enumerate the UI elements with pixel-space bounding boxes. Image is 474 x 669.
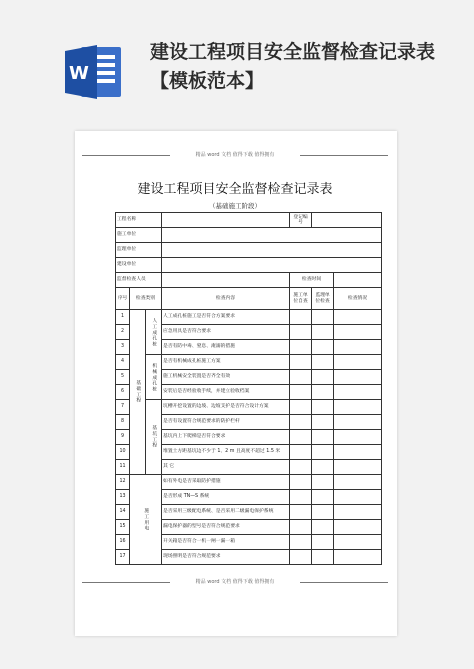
group-manual-pile: 人工成孔桩 bbox=[146, 310, 162, 355]
self-check-cell[interactable] bbox=[290, 430, 312, 445]
document-title: 建设工程项目安全监督检查记录表 bbox=[137, 182, 333, 197]
row-content: 安装后是否经验收手续，并建立验收档案 bbox=[162, 385, 290, 400]
status-cell[interactable] bbox=[334, 505, 382, 520]
self-check-cell[interactable] bbox=[290, 550, 312, 565]
row-number: 15 bbox=[116, 520, 130, 535]
row-content: 堆置土方距基坑边不少于 1、2 m 且高度不超过 1.5 米 bbox=[162, 445, 290, 460]
supervision-check-cell[interactable] bbox=[312, 550, 334, 565]
build-unit-label: 建设单位 bbox=[116, 258, 162, 273]
status-cell[interactable] bbox=[334, 310, 382, 325]
row-content: 是否形成 TN—S 系统 bbox=[162, 490, 290, 505]
self-check-cell[interactable] bbox=[290, 370, 312, 385]
row-number: 5 bbox=[116, 370, 130, 385]
check-time-label: 检查时间 bbox=[290, 273, 334, 288]
row-number: 9 bbox=[116, 430, 130, 445]
construction-unit-label: 施工单位 bbox=[116, 228, 162, 243]
category-header: 检查类别 bbox=[130, 288, 162, 310]
status-cell[interactable] bbox=[334, 445, 382, 460]
build-unit-value[interactable] bbox=[162, 258, 382, 273]
project-name-value[interactable] bbox=[162, 213, 290, 228]
self-check-cell[interactable] bbox=[290, 535, 312, 550]
status-cell[interactable] bbox=[334, 550, 382, 565]
supervision-unit-value[interactable] bbox=[162, 243, 382, 258]
supervision-check-cell[interactable] bbox=[312, 415, 334, 430]
supervision-check-cell[interactable] bbox=[312, 460, 334, 475]
row-number: 3 bbox=[116, 340, 130, 355]
row-number: 2 bbox=[116, 325, 130, 340]
row-number: 8 bbox=[116, 415, 130, 430]
row-number: 7 bbox=[116, 400, 130, 415]
supervision-check-cell[interactable] bbox=[312, 520, 334, 535]
group-machine-pile: 机械成孔桩 bbox=[146, 355, 162, 400]
group-temp-power: 施工用电 bbox=[130, 475, 162, 565]
check-time-value[interactable] bbox=[334, 273, 382, 288]
status-cell[interactable] bbox=[334, 460, 382, 475]
row-content: 是否有设置符合规范要求的防护栏杆 bbox=[162, 415, 290, 430]
supervision-check-cell[interactable] bbox=[312, 325, 334, 340]
status-cell[interactable] bbox=[334, 385, 382, 400]
row-content: 是否采用三级配电系统、是否采用二级漏电保护系统 bbox=[162, 505, 290, 520]
supervision-check-cell[interactable] bbox=[312, 505, 334, 520]
status-cell[interactable] bbox=[334, 355, 382, 370]
row-content: 是否有防中毒、窒息、淹溺的措施 bbox=[162, 340, 290, 355]
page-title: 建设工程项目安全监督检查记录表【模板范本】 bbox=[150, 41, 436, 92]
row-number: 12 bbox=[116, 475, 130, 490]
supervision-check-cell[interactable] bbox=[312, 475, 334, 490]
inspection-table bbox=[115, 212, 382, 565]
inspector-label: 监督检查人员 bbox=[116, 273, 162, 288]
row-content: 现场照明是否符合规范要求 bbox=[162, 550, 290, 565]
seq-header: 序号 bbox=[116, 288, 130, 310]
supervision-check-cell[interactable] bbox=[312, 370, 334, 385]
supervision-unit-label: 监理单位 bbox=[116, 243, 162, 258]
row-content: 基坑内上下爬梯是否符合要求 bbox=[162, 430, 290, 445]
supervision-check-cell[interactable] bbox=[312, 535, 334, 550]
self-check-cell[interactable] bbox=[290, 520, 312, 535]
document-subtitle: （基础施工阶段） bbox=[209, 202, 261, 210]
status-cell[interactable] bbox=[334, 520, 382, 535]
top-note: 精品 word 文档 值得下载 值得拥有 bbox=[82, 151, 388, 159]
status-cell[interactable] bbox=[334, 490, 382, 505]
status-cell[interactable] bbox=[334, 535, 382, 550]
row-content: 漏电保护器的型号是否符合规范要求 bbox=[162, 520, 290, 535]
row-content: 其 它 bbox=[162, 460, 290, 475]
row-content: 坑槽开挖设置的边坡、边坡支护是否符合设计方案 bbox=[162, 400, 290, 415]
inspector-value[interactable] bbox=[162, 273, 290, 288]
self-check-cell[interactable] bbox=[290, 505, 312, 520]
supervision-check-cell[interactable] bbox=[312, 310, 334, 325]
self-check-cell[interactable] bbox=[290, 490, 312, 505]
status-cell[interactable] bbox=[334, 370, 382, 385]
svg-text:W: W bbox=[69, 63, 89, 84]
status-header: 检查情况 bbox=[334, 288, 382, 310]
reg-no-value[interactable] bbox=[312, 213, 382, 228]
self-check-cell[interactable] bbox=[290, 325, 312, 340]
row-number: 10 bbox=[116, 445, 130, 460]
status-cell[interactable] bbox=[334, 325, 382, 340]
supervision-check-cell[interactable] bbox=[312, 355, 334, 370]
supervision-check-cell[interactable] bbox=[312, 490, 334, 505]
row-content: 施工机械安全装置是否齐全有效 bbox=[162, 370, 290, 385]
supervision-check-header: 监理单位检查 bbox=[312, 288, 334, 310]
row-content: 如有外电是否采取防护措施 bbox=[162, 475, 290, 490]
word-logo-icon bbox=[63, 41, 125, 103]
supervision-check-cell[interactable] bbox=[312, 430, 334, 445]
self-check-cell[interactable] bbox=[290, 415, 312, 430]
self-check-cell[interactable] bbox=[290, 310, 312, 325]
status-cell[interactable] bbox=[334, 430, 382, 445]
self-check-cell[interactable] bbox=[290, 340, 312, 355]
row-number: 16 bbox=[116, 535, 130, 550]
self-check-header: 施工单位自查 bbox=[290, 288, 312, 310]
status-cell[interactable] bbox=[334, 340, 382, 355]
row-number: 17 bbox=[116, 550, 130, 565]
row-content: 是否有机械成孔桩施工方案 bbox=[162, 355, 290, 370]
group-foundation-pit: 基坑工程 bbox=[146, 400, 162, 475]
self-check-cell[interactable] bbox=[290, 475, 312, 490]
group-foundation: 基础工程 bbox=[130, 310, 146, 475]
status-cell[interactable] bbox=[334, 475, 382, 490]
project-name-label: 工程名称 bbox=[116, 213, 162, 228]
self-check-cell[interactable] bbox=[290, 355, 312, 370]
supervision-check-cell[interactable] bbox=[312, 445, 334, 460]
self-check-cell[interactable] bbox=[290, 385, 312, 400]
row-content: 人工成孔桩施工是否符合方案要求 bbox=[162, 310, 290, 325]
self-check-cell[interactable] bbox=[290, 460, 312, 475]
status-cell[interactable] bbox=[334, 415, 382, 430]
supervision-check-cell[interactable] bbox=[312, 340, 334, 355]
supervision-check-cell[interactable] bbox=[312, 385, 334, 400]
row-number: 4 bbox=[116, 355, 130, 370]
reg-no-label: 登记编号 bbox=[290, 213, 312, 228]
row-content: 开关箱是否符合一机一闸一漏一箱 bbox=[162, 535, 290, 550]
row-number: 13 bbox=[116, 490, 130, 505]
self-check-cell[interactable] bbox=[290, 400, 312, 415]
supervision-check-cell[interactable] bbox=[312, 400, 334, 415]
self-check-cell[interactable] bbox=[290, 445, 312, 460]
construction-unit-value[interactable] bbox=[162, 228, 382, 243]
row-number: 11 bbox=[116, 460, 130, 475]
row-content: 应急用具是否符合要求 bbox=[162, 325, 290, 340]
row-number: 1 bbox=[116, 310, 130, 325]
content-header: 检查内容 bbox=[162, 288, 290, 310]
row-number: 14 bbox=[116, 505, 130, 520]
status-cell[interactable] bbox=[334, 400, 382, 415]
row-number: 6 bbox=[116, 385, 130, 400]
bottom-note: 精品 word 文档 值得下载 值得拥有 bbox=[82, 578, 388, 586]
